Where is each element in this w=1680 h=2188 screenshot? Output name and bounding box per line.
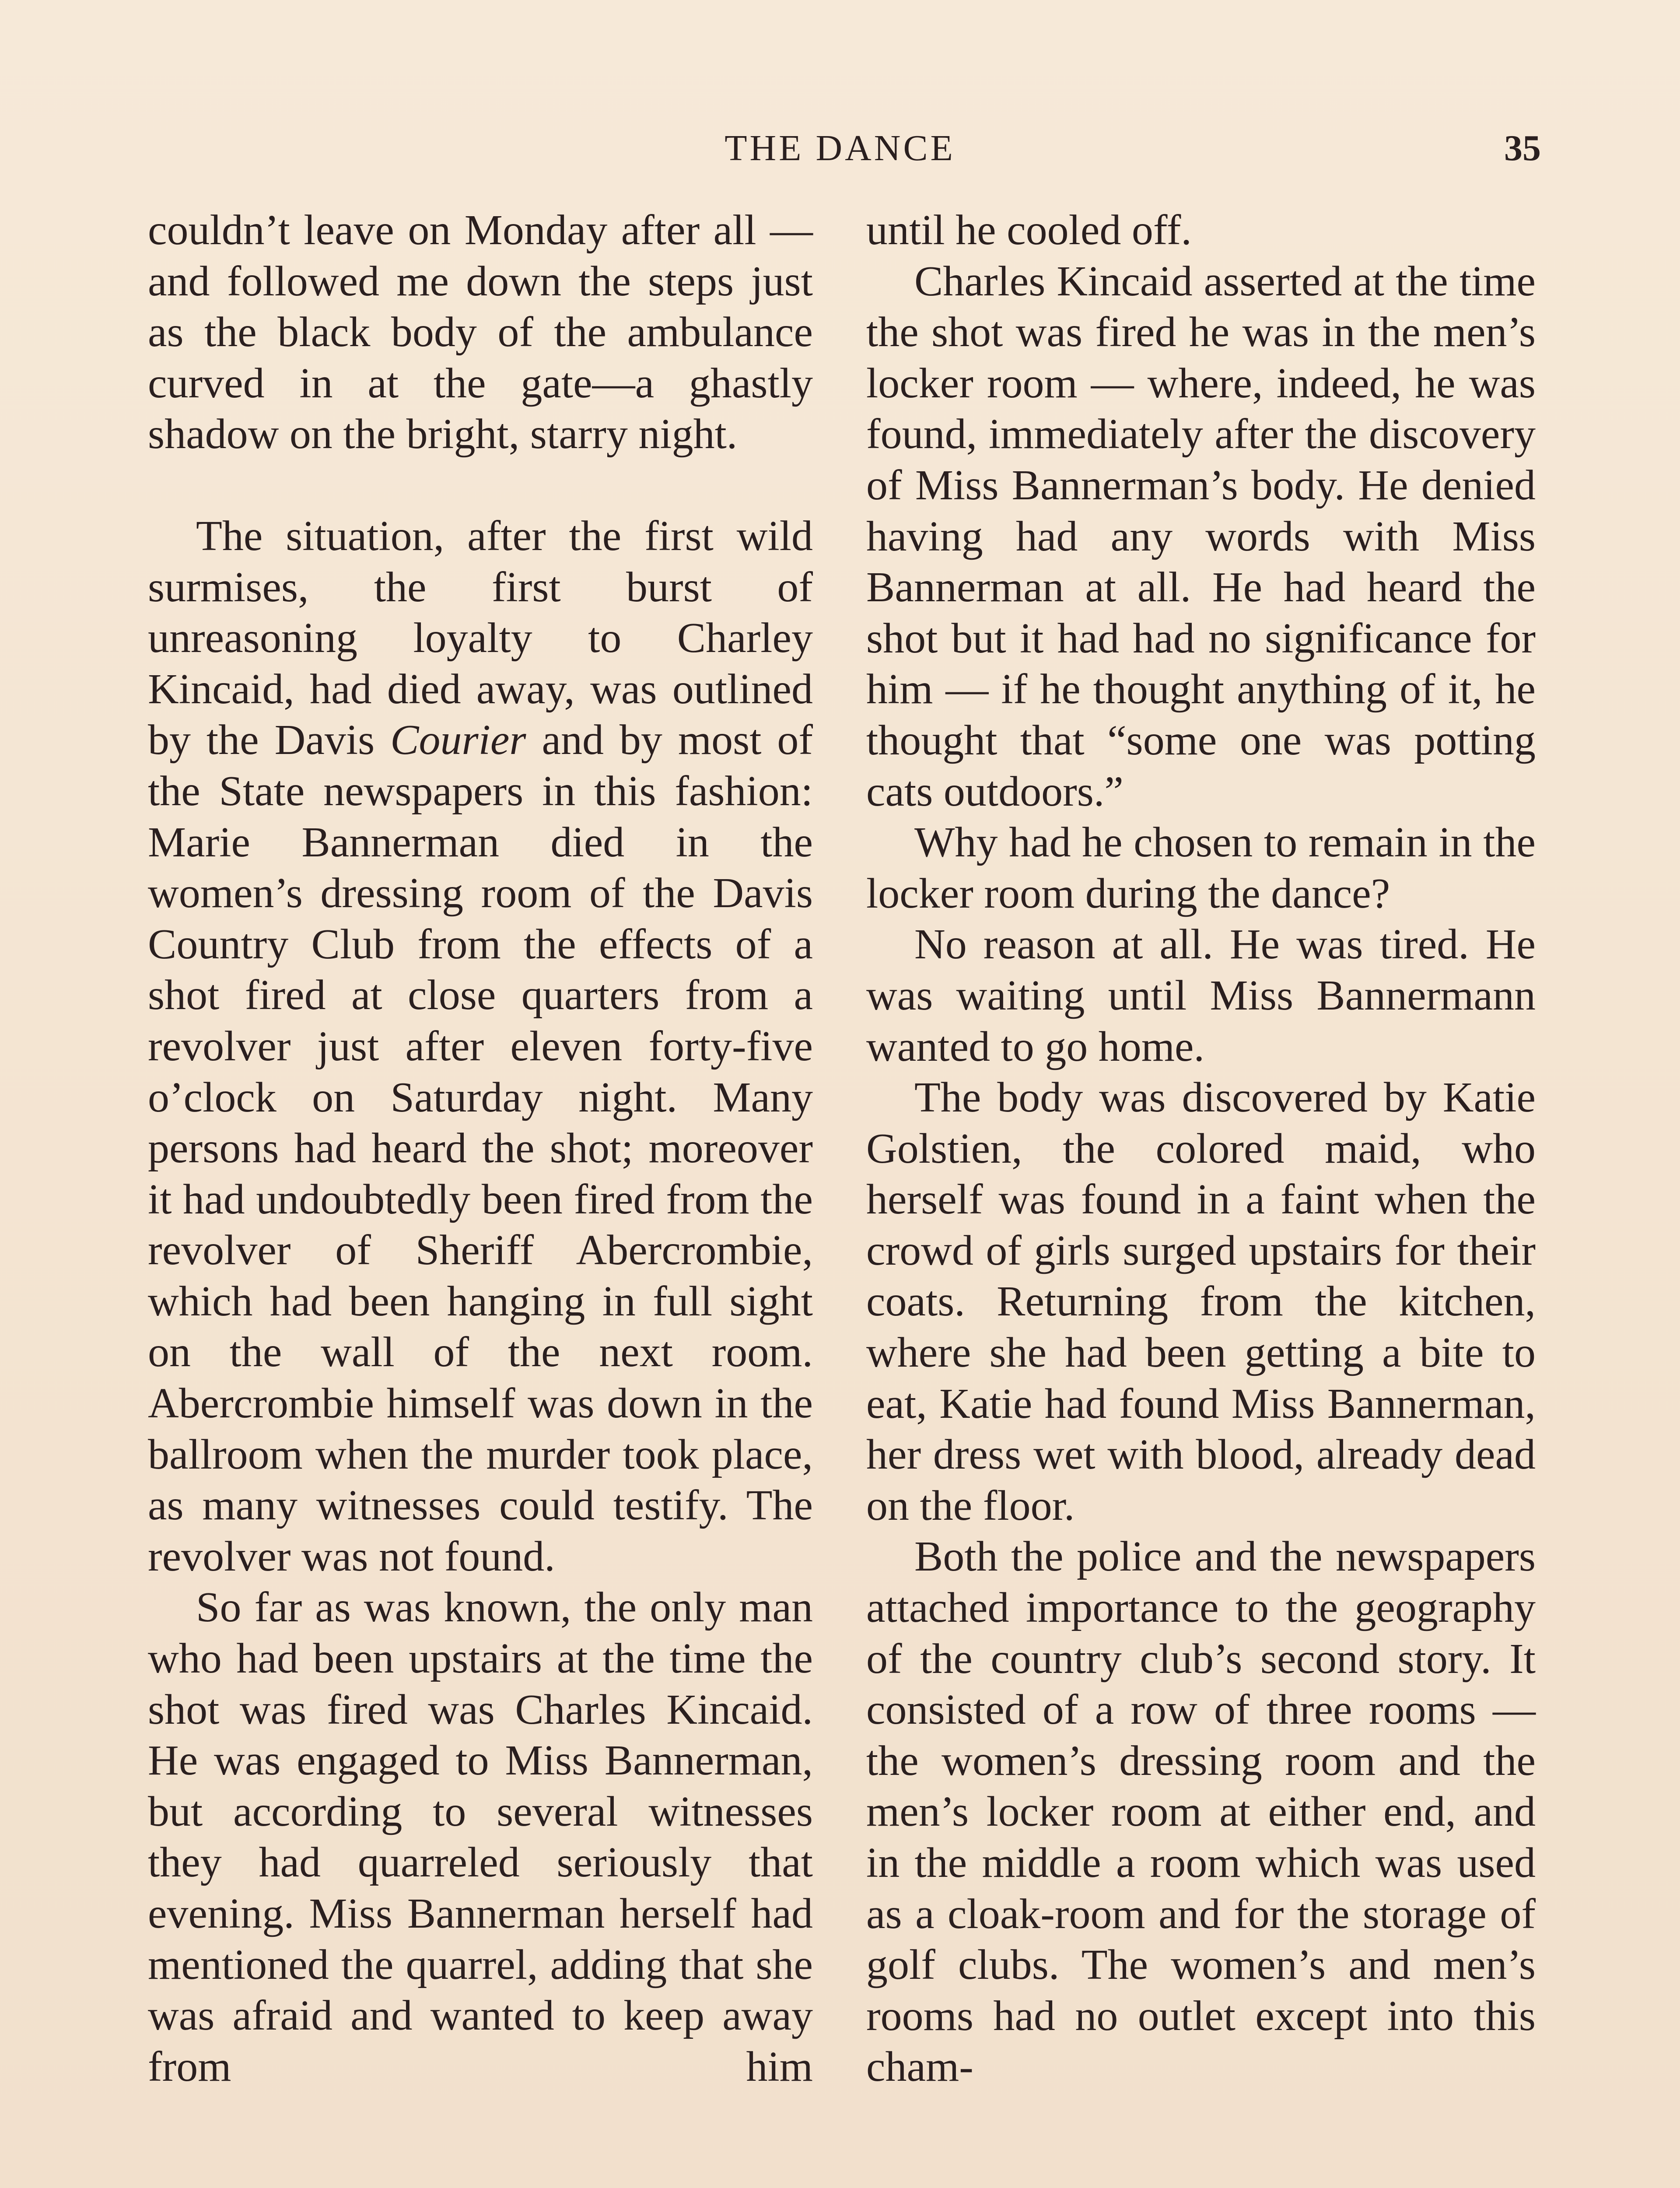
paragraph: The body was discovered by Katie Golstien, the colored maid, who herself was found in a faint when the crowd of girls surged upstairs for their coats. Returning from the kitchen, where she had been getting a bite to eat, Katie had found Miss Bannerman, her dress wet with blood, already dead on the floor. [866,1074,1536,1529]
paragraph: Charles Kincaid asserted at the time the shot was fired he was in the men’s locker room — where, indeed, he was found, immediately after the discovery of Miss Bannerman’s body. He denied having had any words with Miss Bannerman at all. He had heard the shot but it had had no significance for him — if he thought anything of it, he thought that “some one was potting cats outdoors.” [866,257,1536,815]
paragraph: until he cooled off. [866,207,1192,254]
paragraph: No reason at all. He was tired. He was waiting until Miss Bannermann wanted to go home. [866,921,1536,1070]
page-header [0,127,1680,179]
paragraph: So far as was known, the only man who had been upstairs at the time the shot was fired was Charles Kincaid. He was engaged to Miss Bannerman, but according to several witnesses they had quarreled seriously that evening. Miss Bannerman herself had mentioned the quarrel, adding that she was afraid and wanted to keep away from him [148,1584,813,2090]
newspaper-name: Courier [390,716,526,764]
left-column [148,205,813,2092]
paragraph-text: The situation, after the first wild surmises, the first burst of unreasoning loyalty to Charley Kincaid, had died away, was outlined by the Davis [148,512,813,764]
paragraph: Both the police and the newspapers attached importance to the geography of the country club’s second story. It consisted of a row of three rooms — the women’s dressing room and the men’s locker room at either end, and in the middle a room which was used as a cloak-room and for the storage of golf clubs. The women’s and men’s rooms had no outlet except into this cham- [866,1533,1536,2091]
running-title: THE DANCE [724,128,956,168]
page-number: 35 [1504,128,1541,168]
paragraph [148,511,813,1582]
paragraph-text: and by most of the State newspapers in this fashion: Marie Bannerman died in the women’s dressing room of the Davis Country Club from the effects of a shot fired at close quarters from a revolver just after eleven forty-five o’clock on Saturday night. Many persons had heard the shot; moreover it had undoubtedly been fired from the revolver of Sheriff Abercrombie, which had been hanging in full sight on the wall of the next room. Abercrombie himself was down in the ballroom when the murder took place, as many witnesses could testify. The revolver was not found. [148,716,813,1580]
paragraph: couldn’t leave on Monday after all — and followed me down the steps just as the black body of the ambulance curved in at the gate—a ghastly shadow on the bright, starry night. [148,207,813,458]
right-column [866,205,1536,2093]
paragraph: Why had he chosen to remain in the locker room during the dance? [866,819,1536,917]
